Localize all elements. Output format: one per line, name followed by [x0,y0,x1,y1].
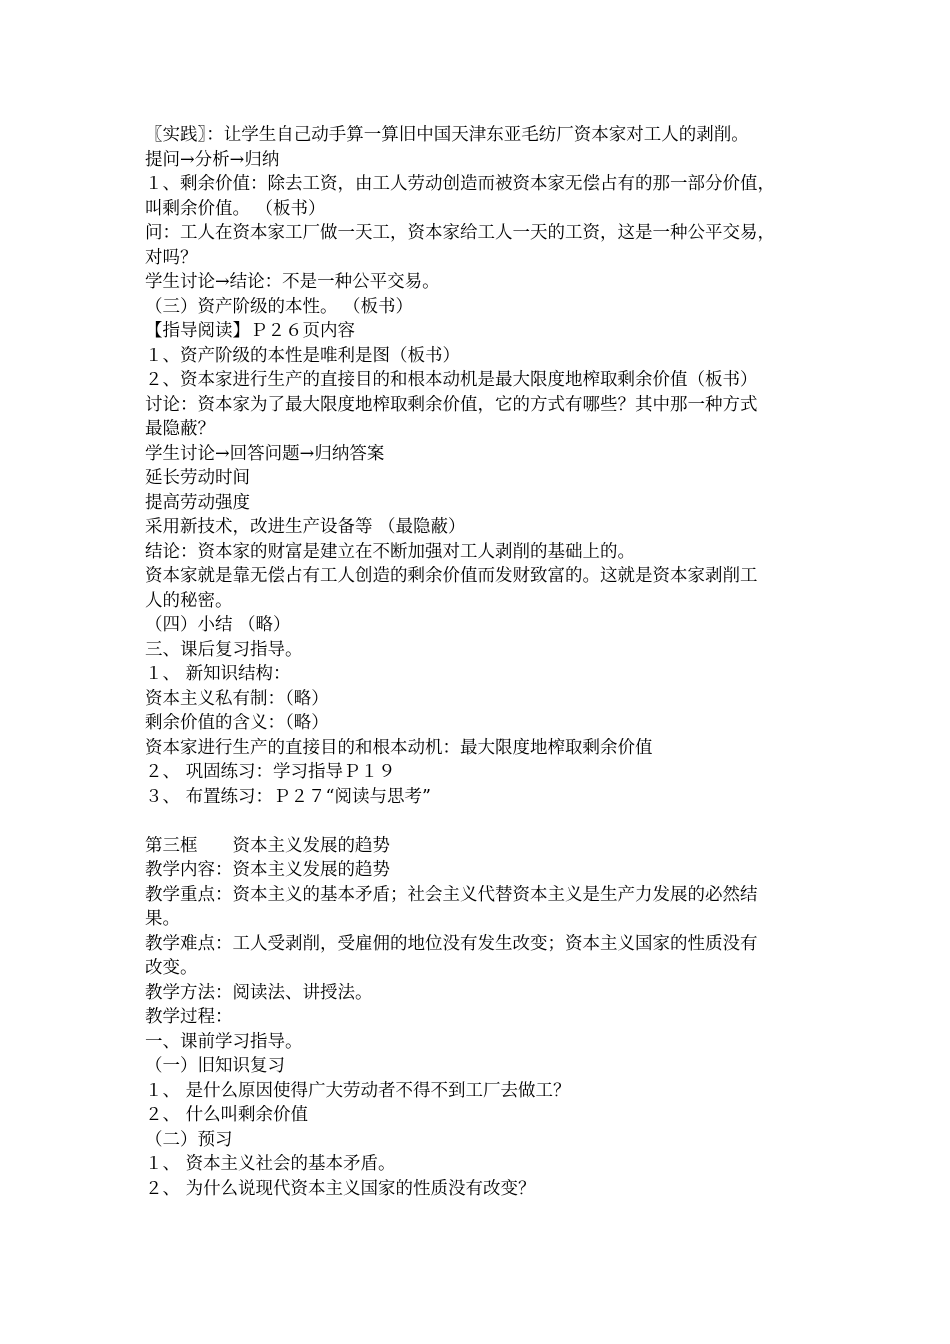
text-line: ２、资本家进行生产的直接目的和根本动机是最大限度地榨取剩余价值（板书） [145,370,758,390]
text-line: 资本家进行生产的直接目的和根本动机：最大限度地榨取剩余价值 [145,737,653,758]
text-line: １、剩余价值：除去工资，由工人劳动创造而被资本家无偿占有的那一部分价值， [145,174,775,194]
text-line: １、 是什么原因使得广大劳动者不得不到工厂去做工？ [145,1080,571,1101]
document-page [145,123,815,1201]
section-heading: （一）旧知识复习 [145,1056,285,1076]
text-line: 剩余价值的含义：（略） [145,713,329,733]
text-line: 教学难点：工人受剥削，受雇佣的地位没有发生改变；资本主义国家的性质没有 [145,933,758,954]
section-heading: 一、课前学习指导。 [145,1031,303,1052]
text-line: ２、 为什么说现代资本主义国家的性质没有改变？ [145,1178,536,1199]
text-line: 叫剩余价值。 （板书） [145,198,326,219]
section-heading: （二）预习 [145,1129,233,1150]
text-line: 〖实践〗：让学生自己动手算一算旧中国天津东亚毛纺厂资本家对工人的剥削。 [145,125,749,145]
text-line: 教学重点：资本主义的基本矛盾；社会主义代替资本主义是生产力发展的必然结 [145,884,758,905]
text-line: １、 新知识结构： [145,664,291,684]
section-heading: （三）资产阶级的本性。 （板书） [145,296,414,317]
text-line: 最隐蔽？ [145,419,215,439]
section-heading: （四）小结 （略） [145,615,291,635]
section-heading: 三、课后复习指导。 [145,639,303,660]
text-line: ３、 布置练习：Ｐ２７“阅读与思考” [145,786,431,807]
text-line: 问：工人在资本家工厂做一天工，资本家给工人一天的工资，这是一种公平交易， [145,223,775,243]
text-line: 果。 [145,909,180,929]
text-line: 资本家就是靠无偿占有工人创造的剩余价值而发财致富的。这就是资本家剥削工 [145,566,758,586]
text-line: 对吗？ [145,247,198,268]
text-line: 资本主义私有制：（略） [145,688,329,709]
text-line: 提问→分析→归纳 [145,149,280,170]
text-line: 结论：资本家的财富是建立在不断加强对工人剥削的基础上的。 [145,541,635,562]
text-line: 学生讨论→结论：不是一种公平交易。 [145,272,440,292]
text-line: 教学过程： [145,1007,233,1027]
text-line: １、资产阶级的本性是唯利是图（板书） [145,345,460,366]
chapter-heading: 第三框 资本主义发展的趋势 [145,835,390,856]
text-line: 【指导阅读】Ｐ２６页内容 [145,321,355,341]
text-line: 教学方法：阅读法、讲授法。 [145,982,373,1003]
text-line: 讨论：资本家为了最大限度地榨取剩余价值，它的方式有哪些？其中那一种方式 [145,394,758,415]
text-line: 教学内容：资本主义发展的趋势 [145,860,390,880]
text-line: 采用新技术，改进生产设备等 （最隐蔽） [145,517,466,537]
text-line: 延长劳动时间 [145,468,250,488]
text-line: 改变。 [145,958,198,978]
text-line: ２、 巩固练习：学习指导Ｐ１９ [145,762,396,782]
text-line: ２、 什么叫剩余价值 [145,1105,309,1125]
text-line: １、 资本主义社会的基本矛盾。 [145,1154,396,1174]
text-line: 学生讨论→回答问题→归纳答案 [145,443,385,464]
text-line: 人的秘密。 [145,590,233,611]
text-line: 提高劳动强度 [145,492,250,513]
blank-line [145,809,815,834]
